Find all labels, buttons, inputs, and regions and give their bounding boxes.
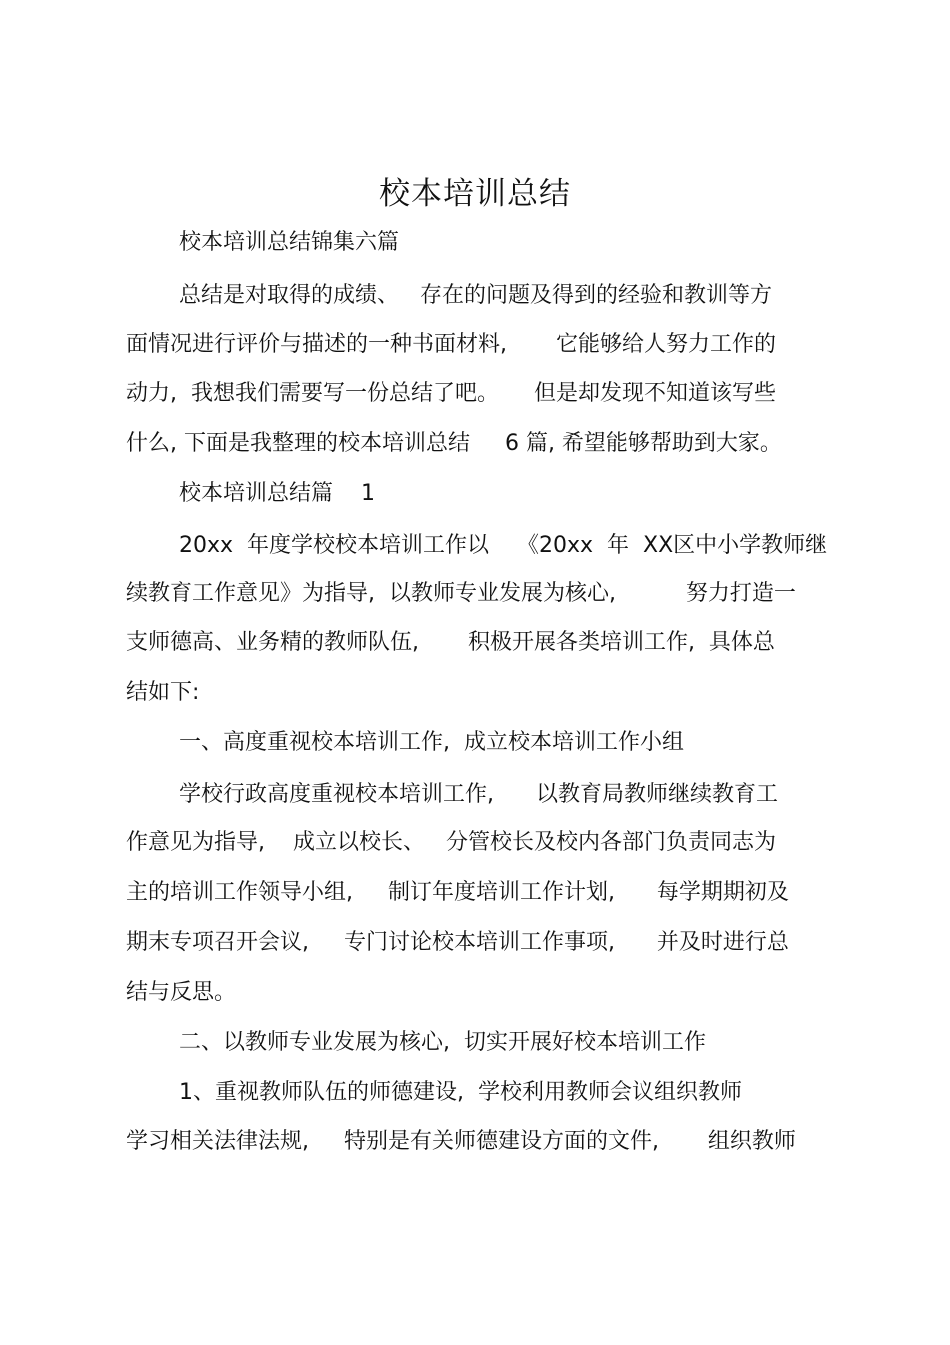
paragraph-line: 学校行政高度重视校本培训工作, 以教育局教师继续教育工 (179, 782, 778, 807)
paragraph-line: 期末专项召开会议, 专门讨论校本培训工作事项, 并及时进行总 (126, 930, 789, 955)
paragraph-line: 续教育工作意见》为指导, 以教师专业发展为核心, 努力打造一 (126, 581, 796, 606)
paragraph-line: 结与反思。 (126, 980, 237, 1005)
section-heading: 校本培训总结篇 1 (179, 481, 375, 506)
paragraph-line: 支师德高、业务精的教师队伍, 积极开展各类培训工作, 具体总 (126, 630, 775, 655)
paragraph-line: 1、重视教师队伍的师德建设, 学校利用教师会议组织教师 (179, 1080, 742, 1105)
paragraph-line: 学习相关法律法规, 特别是有关师德建设方面的文件, 组织教师 (126, 1129, 796, 1154)
paragraph-line: 什么, 下面是我整理的校本培训总结 6 篇, 希望能够帮助到大家。 (126, 431, 782, 456)
paragraph-line: 作意见为指导, 成立以校长、 分管校长及校内各部门负责同志为 (126, 830, 776, 855)
paragraph-line: 总结是对取得的成绩、 存在的问题及得到的经验和教训等方 (179, 283, 772, 308)
paragraph-line: 主的培训工作领导小组, 制订年度培训工作计划, 每学期期初及 (126, 880, 789, 905)
section-heading: 一、高度重视校本培训工作, 成立校本培训工作小组 (179, 730, 684, 755)
subtitle-line: 校本培训总结锦集六篇 (179, 230, 400, 255)
paragraph-line: 动力, 我想我们需要写一份总结了吧。 但是却发现不知道该写些 (126, 381, 776, 406)
document-title: 校本培训总结 (379, 176, 571, 212)
paragraph-line: 结如下: (126, 680, 200, 705)
paragraph-line: 面情况进行评价与描述的一种书面材料, 它能够给人努力工作的 (126, 332, 776, 357)
paragraph-line: 20xx 年度学校校本培训工作以 《20xx 年 XX区中小学教师继 (179, 533, 828, 558)
section-heading: 二、以教师专业发展为核心, 切实开展好校本培训工作 (179, 1030, 706, 1055)
